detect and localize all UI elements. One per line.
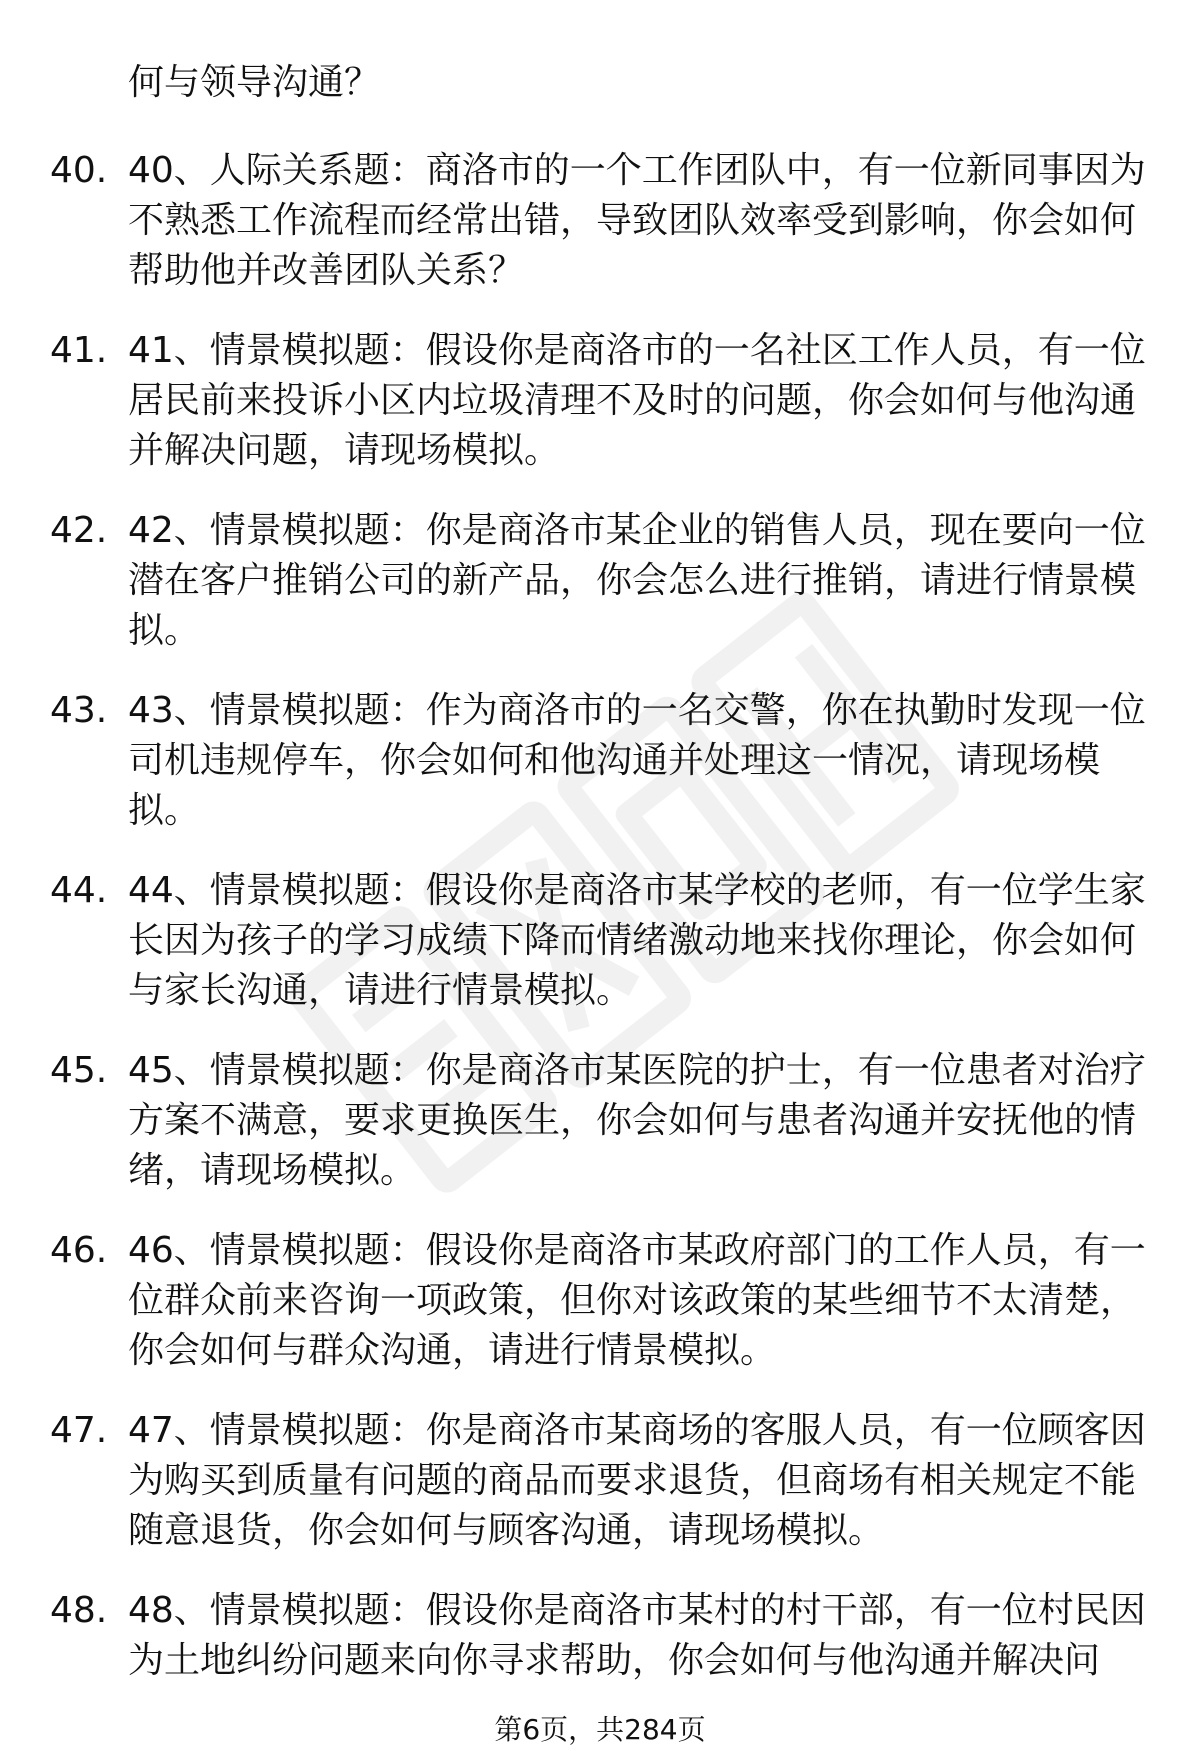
item-number: 45. [50, 1050, 108, 1091]
list-item [0, 506, 1153, 656]
item-text: 44、情景模拟题：假设你是商洛市某学校的老师，有一位学生家长因为孩子的学习成绩下降而情绪激动地来找你理论，你会如何与家长沟通，请进行情景模拟。 [128, 870, 1146, 1011]
item-text: 41、情景模拟题：假设你是商洛市的一名社区工作人员，有一位居民前来投诉小区内垃圾清理不及时的问题，你会如何与他沟通并解决问题，请现场模拟。 [128, 330, 1146, 471]
list-item [0, 1586, 1153, 1686]
item-number: 46. [50, 1230, 108, 1271]
list-item [0, 326, 1153, 476]
item-text: 42、情景模拟题：你是商洛市某企业的销售人员，现在要向一位潜在客户推销公司的新产品，你会怎么进行推销，请进行情景模拟。 [128, 510, 1146, 651]
page-footer: 第6页，共284页 [494, 1713, 706, 1746]
list-item [0, 1226, 1153, 1376]
question-list [0, 146, 1200, 1716]
item-number: 42. [50, 510, 108, 551]
list-item [0, 866, 1153, 1016]
list-item [0, 146, 1153, 296]
list-item [0, 1046, 1153, 1196]
item-number: 43. [50, 690, 108, 731]
continuation-line: 何与领导沟通？ [128, 62, 381, 103]
item-number: 41. [50, 330, 108, 371]
item-number: 40. [50, 150, 108, 191]
item-number: 48. [50, 1590, 108, 1631]
item-text: 40、人际关系题：商洛市的一个工作团队中，有一位新同事因为不熟悉工作流程而经常出错，导致团队效率受到影响，你会如何帮助他并改善团队关系？ [128, 150, 1146, 291]
item-text: 46、情景模拟题：假设你是商洛市某政府部门的工作人员，有一位群众前来咨询一项政策，但你对该政策的某些细节不太清楚，你会如何与群众沟通，请进行情景模拟。 [128, 1230, 1146, 1371]
list-item [0, 1406, 1153, 1556]
item-text: 48、情景模拟题：假设你是商洛市某村的村干部，有一位村民因为土地纠纷问题来向你寻求帮助，你会如何与他沟通并解决问 [128, 1590, 1146, 1681]
item-text: 43、情景模拟题：作为商洛市的一名交警，你在执勤时发现一位司机违规停车，你会如何和他沟通并处理这一情况，请现场模拟。 [128, 690, 1146, 831]
item-number: 47. [50, 1410, 108, 1451]
item-number: 44. [50, 870, 108, 911]
item-text: 47、情景模拟题：你是商洛市某商场的客服人员，有一位顾客因为购买到质量有问题的商品而要求退货，但商场有相关规定不能随意退货，你会如何与顾客沟通，请现场模拟。 [128, 1410, 1146, 1551]
list-item [0, 686, 1153, 836]
item-text: 45、情景模拟题：你是商洛市某医院的护士，有一位患者对治疗方案不满意，要求更换医生，你会如何与患者沟通并安抚他的情绪，请现场模拟。 [128, 1050, 1146, 1191]
